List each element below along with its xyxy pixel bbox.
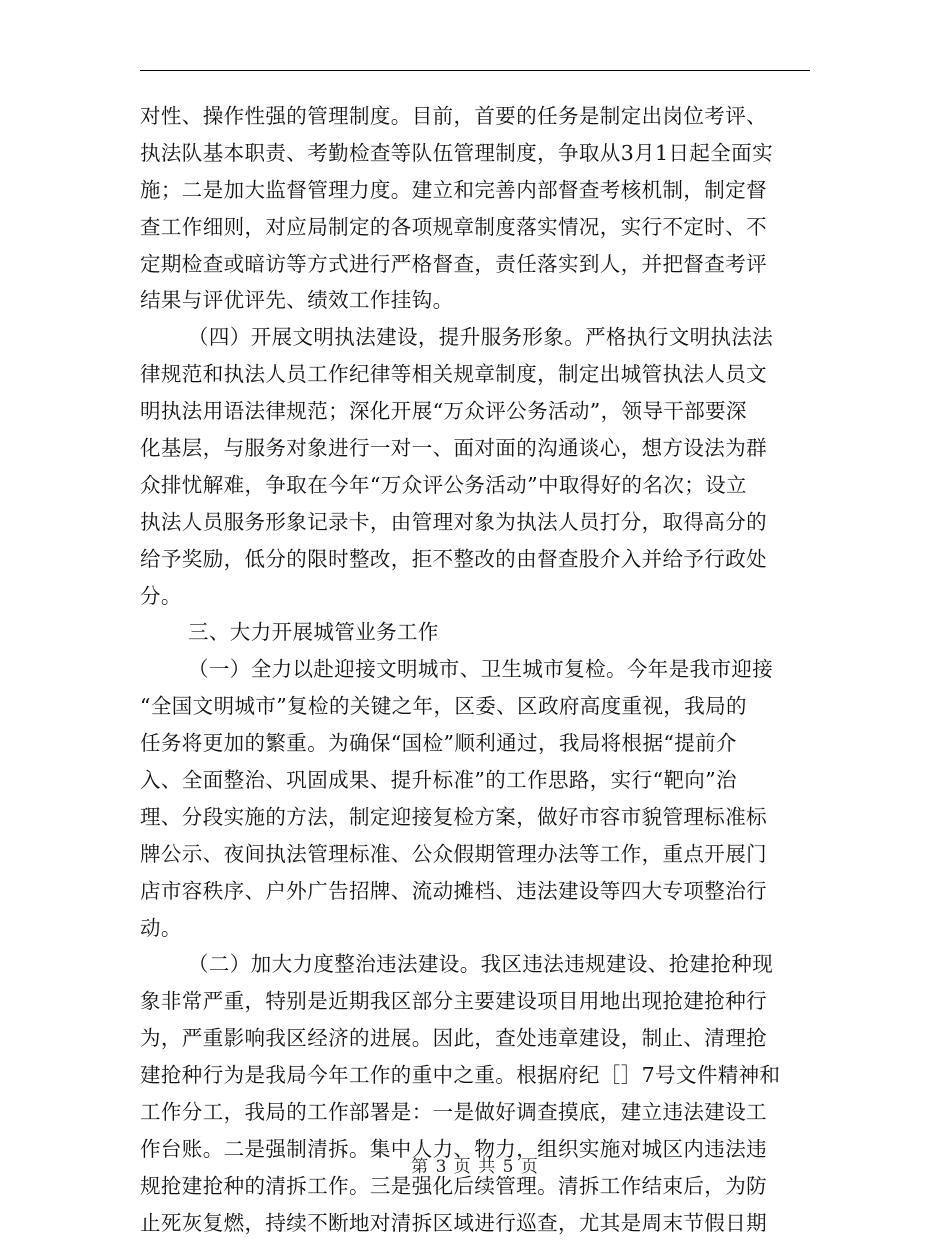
text-line: 结果与评优评先、绩效工作挂钩。 bbox=[140, 288, 454, 313]
page-number-footer: 第 3 页 共 5 页 bbox=[411, 1157, 539, 1177]
text-line: 给予奖励，低分的限时整改，拒不整改的由督查股介入并给予行政处 bbox=[140, 546, 767, 571]
text-line: 规抢建抢种的清拆工作。三是强化后续管理。清拆工作结束后，为防 bbox=[140, 1173, 767, 1198]
text-line: 查工作细则，对应局制定的各项规章制度落实情况，实行不定时、不 bbox=[140, 214, 767, 239]
text-line: 建抢种行为是我局今年工作的重中之重。根据府纪［］7号文件精神和 bbox=[140, 1063, 781, 1088]
text-line: 执法队基本职责、考勤检查等队伍管理制度，争取从3月1日起全面实 bbox=[140, 140, 773, 165]
section-heading: 三、大力开展城管业务工作 bbox=[188, 620, 439, 645]
text-line: 对性、操作性强的管理制度。目前，首要的任务是制定出岗位考评、 bbox=[140, 104, 767, 128]
text-line: 任务将更加的繁重。为确保“国检”顺利通过，我局将根据“提前介 bbox=[140, 731, 737, 756]
text-line: 执法人员服务形象记录卡，由管理对象为执法人员打分，取得高分的 bbox=[140, 509, 767, 534]
text-line: 律规范和执法人员工作纪律等相关规章制度，制定出城管执法人员文 bbox=[140, 362, 767, 387]
text-line: 店市容秩序、户外广告招牌、流动摊档、违法建设等四大专项整治行 bbox=[140, 878, 767, 903]
document-body bbox=[140, 98, 810, 1242]
text-line: 为，严重影响我区经济的进展。因此，查处违章建设，制止、清理抢 bbox=[140, 1026, 767, 1051]
text-line: 理、分段实施的方法，制定迎接复检方案，做好市容市貌管理标准标 bbox=[140, 804, 767, 829]
text-line: 入、全面整治、巩固成果、提升标准”的工作思路，实行“靶向”治 bbox=[140, 768, 737, 793]
paragraph-start-line: （一）全力以赴迎接文明城市、卫生城市复检。今年是我市迎接 bbox=[188, 657, 774, 682]
text-line: 象非常严重，特别是近期我区部分主要建设项目用地出现抢建抢种行 bbox=[140, 989, 767, 1014]
text-line: 明执法用语法律规范；深化开展“万众评公务活动”，领导干部要深 bbox=[140, 399, 747, 424]
text-line: 定期检查或暗访等方式进行严格督查，责任落实到人，并把督查考评 bbox=[140, 251, 767, 276]
text-line: 众排忧解难，争取在今年“万众评公务活动”中取得好的名次；设立 bbox=[140, 472, 747, 497]
text-line: 动。 bbox=[140, 915, 182, 940]
text-line: 作台账。二是强制清拆。集中人力、物力，组织实施对城区内违法违 bbox=[140, 1136, 767, 1161]
text-line: 化基层，与服务对象进行一对一、面对面的沟通谈心，想方设法为群 bbox=[140, 436, 767, 461]
text-line: 分。 bbox=[140, 583, 182, 608]
paragraph-start-line: （二）加大力度整治违法建设。我区违法违规建设、抢建抢种现 bbox=[188, 952, 774, 977]
text-line: 牌公示、夜间执法管理标准、公众假期管理办法等工作，重点开展门 bbox=[140, 841, 767, 866]
paragraph-start-line: （四）开展文明执法建设，提升服务形象。严格执行文明执法法 bbox=[188, 325, 774, 350]
text-line: 止死灰复燃，持续不断地对清拆区域进行巡查，尤其是周末节假日期 bbox=[140, 1210, 767, 1235]
text-line: 工作分工，我局的工作部署是：一是做好调查摸底，建立违法建设工 bbox=[140, 1100, 767, 1125]
header-rule bbox=[140, 70, 810, 71]
text-line: 施；二是加大监督管理力度。建立和完善内部督查考核机制，制定督 bbox=[140, 177, 767, 202]
text-line: “全国文明城市”复检的关键之年，区委、区政府高度重视，我局的 bbox=[140, 694, 747, 719]
